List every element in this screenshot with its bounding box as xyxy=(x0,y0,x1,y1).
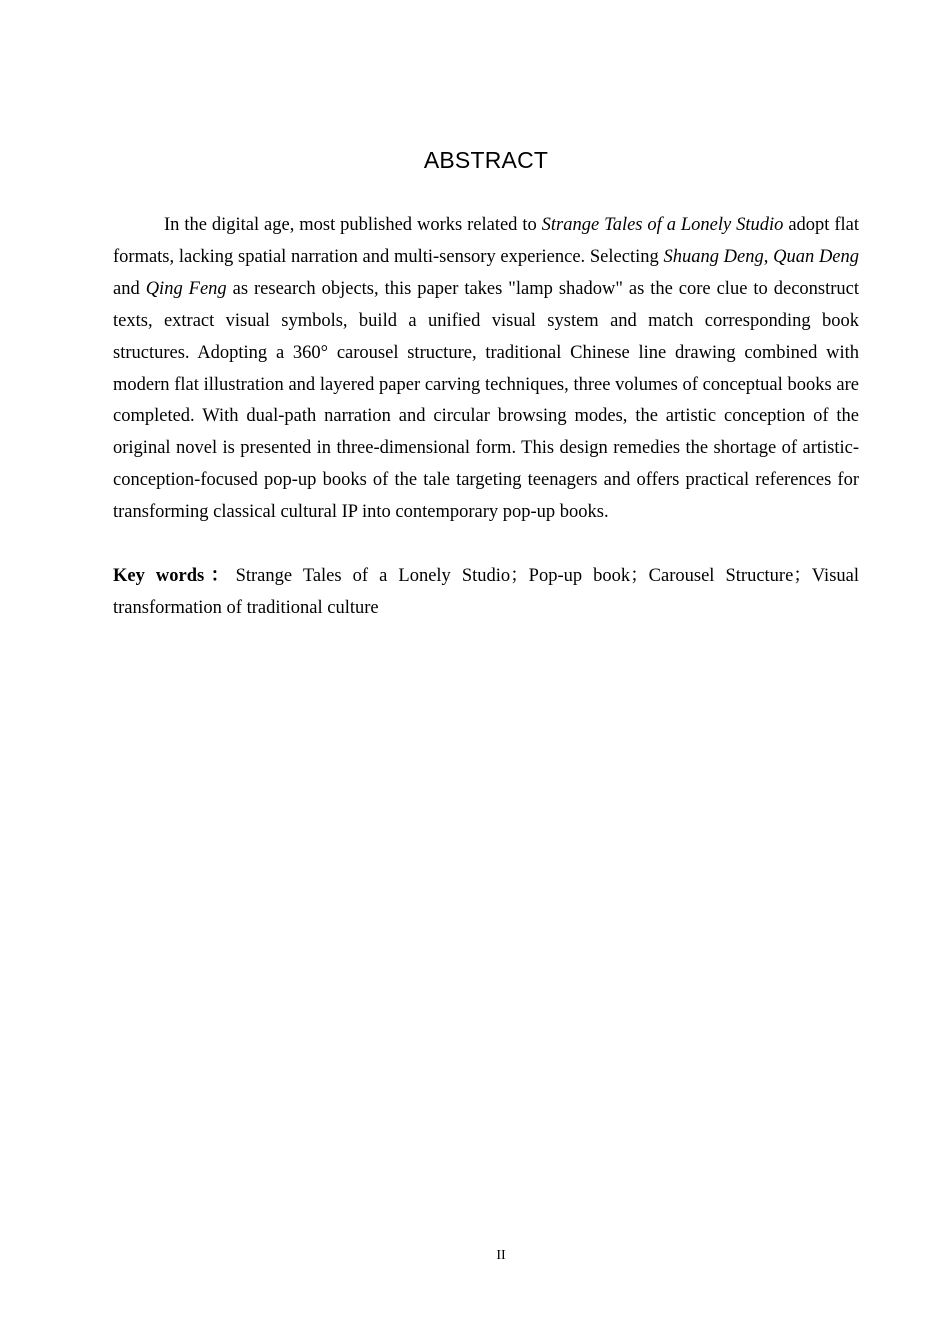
abstract-text-2: adopt flat formats, lacking spatial narration and multi-sensory experience. Selecting xyxy=(113,215,859,267)
volume-title-quan-deng: Quan Deng xyxy=(773,246,860,267)
volume-title-qing-feng: Qing Feng xyxy=(145,278,227,299)
abstract-text-1: In the digital age, most published works related to xyxy=(164,215,542,235)
keywords-label: Key words： xyxy=(113,566,236,586)
abstract-paragraph xyxy=(113,210,859,529)
keywords-list: Strange Tales of a Lonely Studio；Pop-up book；Carousel Structure；Visual transformation of traditional culture xyxy=(113,566,859,618)
abstract-separator-1: , xyxy=(763,246,774,267)
abstract-title: ABSTRACT xyxy=(423,147,549,173)
abstract-separator-2: and xyxy=(113,278,146,299)
volume-title-shuang-deng: Shuang Deng xyxy=(663,246,764,267)
keywords-paragraph xyxy=(113,561,859,625)
abstract-text-3: as research objects, this paper takes "lamp shadow" as the core clue to deconstruct texts, extract visual symbols, build a unified visual system and match corresponding book structures. Adopting a 360° carousel structure, traditional Chinese line drawing combined with modern flat illustration and layered paper carving techniques, three volumes of conceptual books are completed. With dual-path narration and circular browsing modes, the artistic conception of the original novel is presented in three-dimensional form. This design remedies the shortage of artistic-conception-focused pop-up books of the tale targeting teenagers and offers practical references for transforming classical cultural IP into contemporary pop-up books. xyxy=(113,278,860,523)
page-number: II xyxy=(496,1248,506,1263)
book-title-italic: Strange Tales of a Lonely Studio xyxy=(541,215,784,235)
